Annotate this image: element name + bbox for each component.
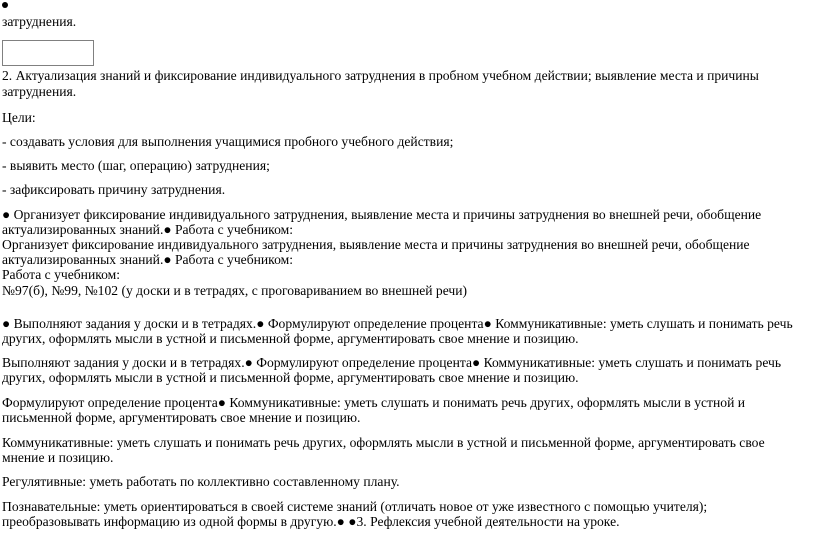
cognitive-line-1: Познавательные: уметь ориентироваться в своей системе знаний (отличать новое от уже известного с помощью учителя); (2, 499, 708, 514)
student-activity-line-1: ● Выполняют задания у доски и в тетрадях.● Формулируют определение процента● Коммуникативные: уметь слушать и понимать речь (2, 316, 793, 331)
text-line-1: затруднения. (2, 14, 77, 29)
bullet-icon (2, 2, 8, 8)
empty-input-box[interactable] (2, 40, 94, 66)
textbook-work-label: Работа с учебником: (2, 267, 121, 282)
student-activity-repeat-line-1: Выполняют задания у доски и в тетрадях.● Формулируют определение процента● Коммуникативные: уметь слушать и понимать речь (2, 355, 782, 370)
teacher-activity-repeat-line-2: актуализированных знаний.● Работа с учебником: (2, 252, 294, 267)
goal-item-2: - выявить место (шаг, операцию) затруднения; (2, 158, 270, 173)
section-2-heading-line-2: затруднения. (2, 84, 77, 99)
teacher-activity-repeat-line-1: Организует фиксирование индивидуального затруднения, выявление места и причины затруднения во внешней речи, обобщение (2, 237, 750, 252)
communicative-line-2: мнение и позицию. (2, 450, 114, 465)
communicative-line-1: Коммуникативные: уметь слушать и понимать речь других, оформлять мысли в устной и письменной форме, аргументировать свое (2, 435, 765, 450)
goal-item-1: - создавать условия для выполнения учащимися пробного учебного действия; (2, 134, 454, 149)
student-activity-repeat-line-2: других, оформлять мысли в устной и письменной форме, аргументировать свое мнение и позицию. (2, 370, 579, 385)
definition-line-1: Формулируют определение процента● Коммуникативные: уметь слушать и понимать речь других, оформлять мысли в устной и (2, 395, 746, 410)
definition-line-2: письменной форме, аргументировать свое мнение и позицию. (2, 410, 361, 425)
section-2-heading-line-1: 2. Актуализация знаний и фиксирование индивидуального затруднения в пробном учебном действии; выявление места и причины (2, 68, 759, 83)
teacher-activity-line-2: актуализированных знаний.● Работа с учебником: (2, 222, 294, 237)
teacher-activity-line-1: ● Организует фиксирование индивидуального затруднения, выявление места и причины затруднения во внешней речи, обобщение (2, 207, 762, 222)
goals-label: Цели: (2, 110, 36, 125)
goal-item-3: - зафиксировать причину затруднения. (2, 182, 226, 197)
cognitive-line-2: преобразовывать информацию из одной формы в другую.● ●3. Рефлексия учебной деятельности на уроке. (2, 514, 620, 529)
textbook-tasks: №97(б), №99, №102 (у доски и в тетрадях, с проговариванием во внешней речи) (2, 283, 468, 298)
student-activity-line-2: других, оформлять мысли в устной и письменной форме, аргументировать свое мнение и позицию. (2, 331, 579, 346)
regulative-line: Регулятивные: уметь работать по коллективно составленному плану. (2, 474, 400, 489)
